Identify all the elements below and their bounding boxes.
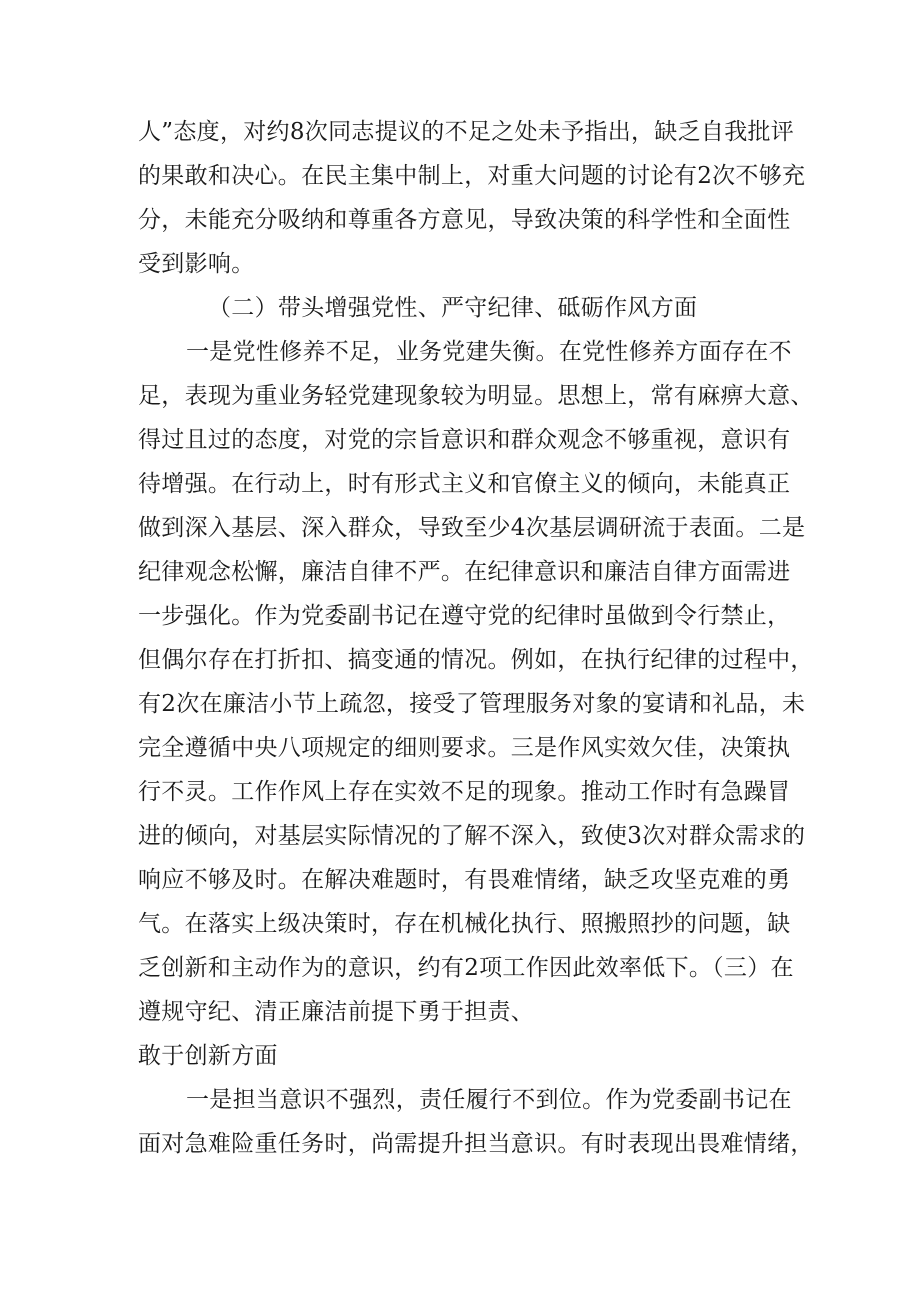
paragraph-line: 得过且过的态度，对党的宗旨意识和群众观念不够重视，意识有: [138, 427, 791, 453]
paragraph-line: 人”态度，对约8次同志提议的不足之处未予指出，缺乏自我批评: [138, 119, 795, 145]
paragraph-line: 受到影响。: [138, 251, 255, 277]
paragraph-line: 做到深入基层、深入群众，导致至少4次基层调研流于表面。二是: [138, 515, 806, 541]
paragraph-line: 的果敢和决心。在民主集中制上，对重大问题的讨论有2次不够充: [138, 163, 806, 189]
paragraph-line: 待增强。在行动上，时有形式主义和官僚主义的倾向，未能真正: [138, 471, 791, 497]
paragraph-line: 一步强化。作为党委副书记在遵守党的纪律时虽做到令行禁止，: [138, 603, 791, 629]
paragraph-line: 进的倾向，对基层实际情况的了解不深入，致使3次对群众需求的: [138, 823, 806, 849]
paragraph-line: 气。在落实上级决策时，存在机械化执行、照搬照抄的问题，缺: [138, 911, 791, 937]
paragraph-line: 有2次在廉洁小节上疏忽，接受了管理服务对象的宴请和礼品，未: [138, 691, 806, 717]
paragraph-line: 但偶尔存在打折扣、搞变通的情况。例如，在执行纪律的过程中，: [138, 647, 814, 673]
paragraph-line: 乏创新和主动作为的意识，约有2项工作因此效率低下。（三）在: [138, 955, 794, 981]
paragraph-line: 一是担当意识不强烈，责任履行不到位。作为党委副书记在: [186, 1087, 792, 1113]
paragraph-line: 完全遵循中央八项规定的细则要求。三是作风实效欠佳，决策执: [138, 735, 791, 761]
paragraph-line: 足，表现为重业务轻党建现象较为明显。思想上，常有麻痹大意、: [138, 383, 814, 409]
paragraph-line: 遵规守纪、清正廉洁前提下勇于担责、: [138, 999, 535, 1025]
paragraph-line: 行不灵。工作作风上存在实效不足的现象。推动工作时有急躁冒: [138, 779, 791, 805]
paragraph-line: 响应不够及时。在解决难题时，有畏难情绪，缺乏攻坚克难的勇: [138, 867, 791, 893]
paragraph-line: 敢于创新方面: [138, 1043, 278, 1069]
paragraph-line: 面对急难险重任务时，尚需提升担当意识。有时表现出畏难情绪，: [138, 1131, 814, 1157]
section-heading: （二）带头增强党性、严守纪律、砥砺作风方面: [208, 295, 698, 321]
paragraph-line: 纪律观念松懈，廉洁自律不严。在纪律意识和廉洁自律方面需进: [138, 559, 791, 585]
paragraph-line: 一是党性修养不足，业务党建失衡。在党性修养方面存在不: [186, 339, 792, 365]
paragraph-line: 分，未能充分吸纳和尊重各方意见，导致决策的科学性和全面性: [138, 207, 791, 233]
